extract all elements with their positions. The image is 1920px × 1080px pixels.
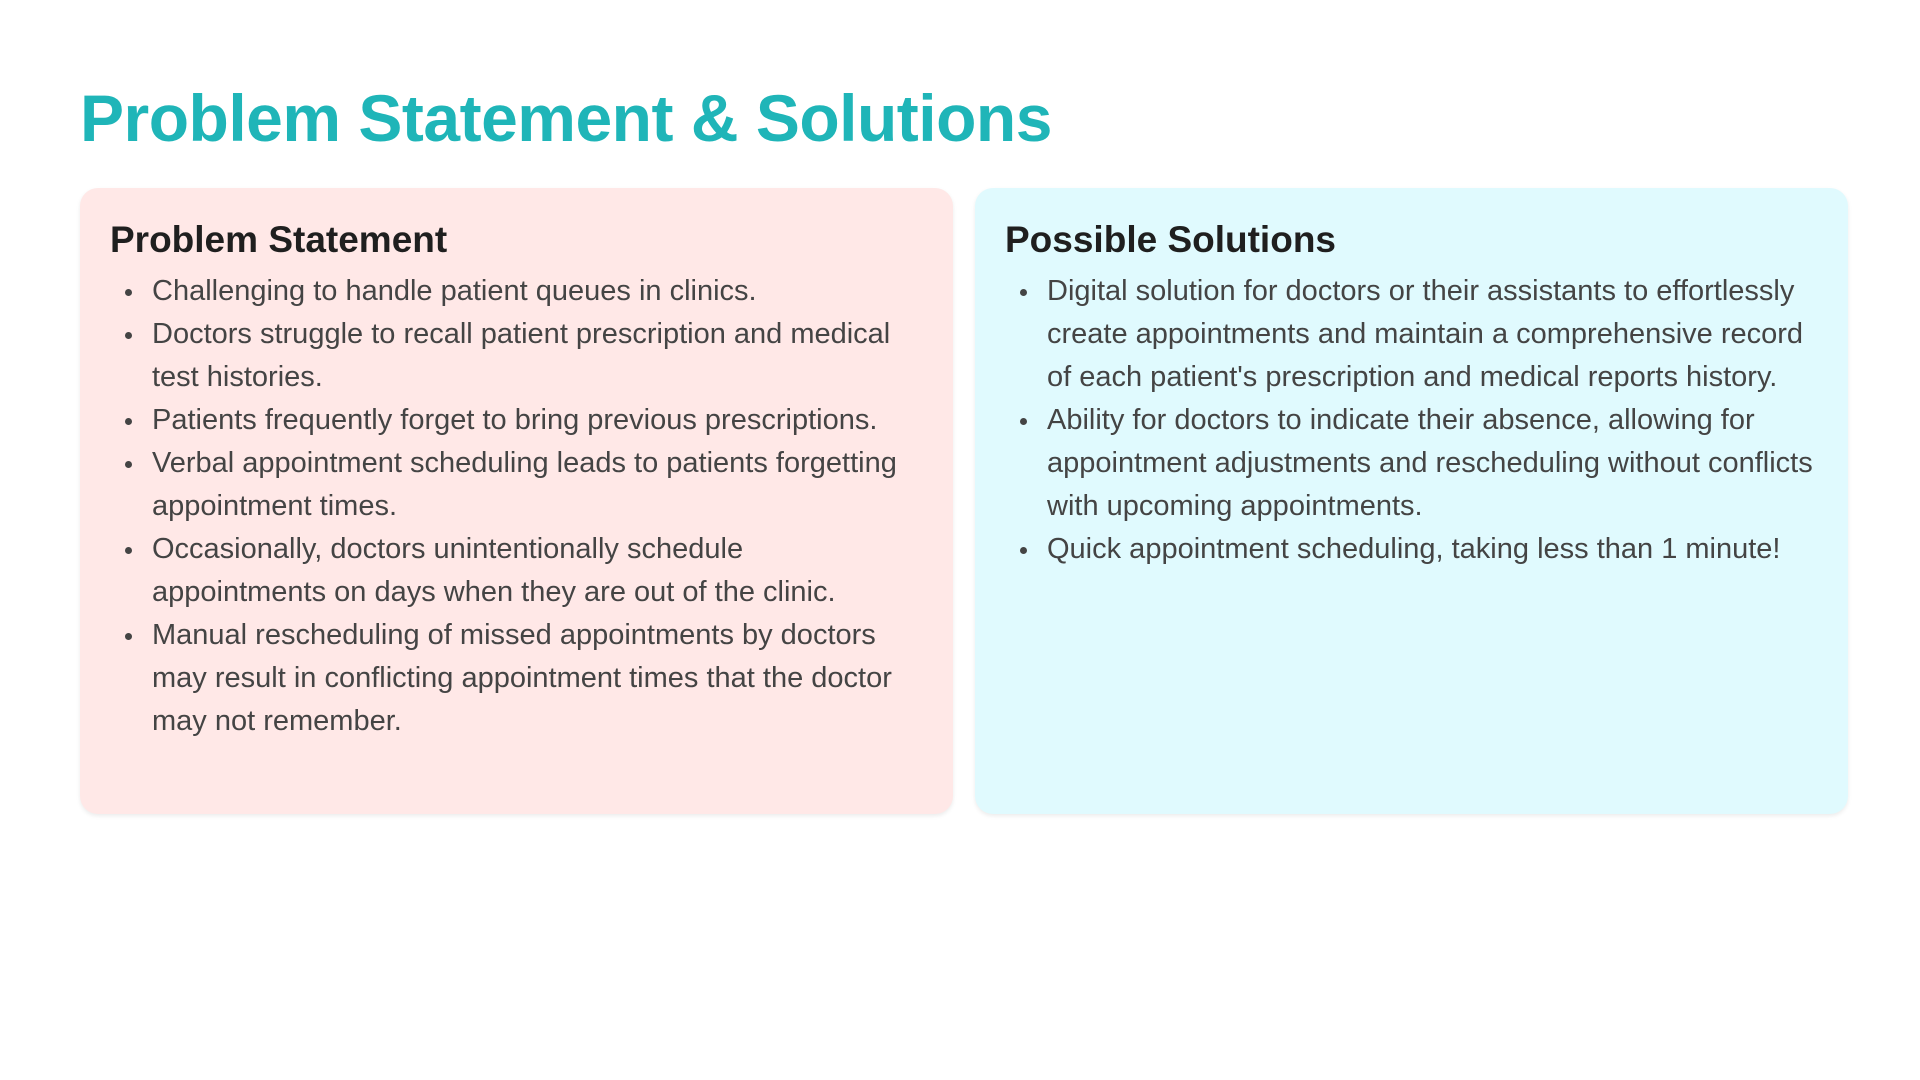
problem-item: Challenging to handle patient queues in clinics. [152, 270, 921, 313]
page-title: Problem Statement & Solutions [80, 81, 1052, 155]
solutions-heading: Possible Solutions [1005, 219, 1336, 260]
solution-item: Quick appointment scheduling, taking less than 1 minute! [1047, 528, 1816, 571]
problem-item: Doctors struggle to recall patient prescription and medical test histories. [152, 313, 921, 399]
solutions-list [1005, 270, 1816, 571]
solution-item: Digital solution for doctors or their assistants to effortlessly create appointments and maintain a comprehensive record of each patient's prescription and medical reports history. [1047, 270, 1816, 399]
problem-item: Manual rescheduling of missed appointments by doctors may result in conflicting appointment times that the doctor may not remember. [152, 614, 921, 743]
problem-item: Occasionally, doctors unintentionally schedule appointments on days when they are out of the clinic. [152, 528, 921, 614]
problem-heading: Problem Statement [110, 219, 448, 260]
problem-item: Patients frequently forget to bring previous prescriptions. [152, 399, 921, 442]
problem-card [80, 188, 953, 814]
problem-list [110, 270, 921, 743]
solutions-card [975, 188, 1848, 814]
problem-item: Verbal appointment scheduling leads to patients forgetting appointment times. [152, 442, 921, 528]
solution-item: Ability for doctors to indicate their absence, allowing for appointment adjustments and rescheduling without conflicts with upcoming appointments. [1047, 399, 1816, 528]
cards-row [80, 188, 1848, 814]
